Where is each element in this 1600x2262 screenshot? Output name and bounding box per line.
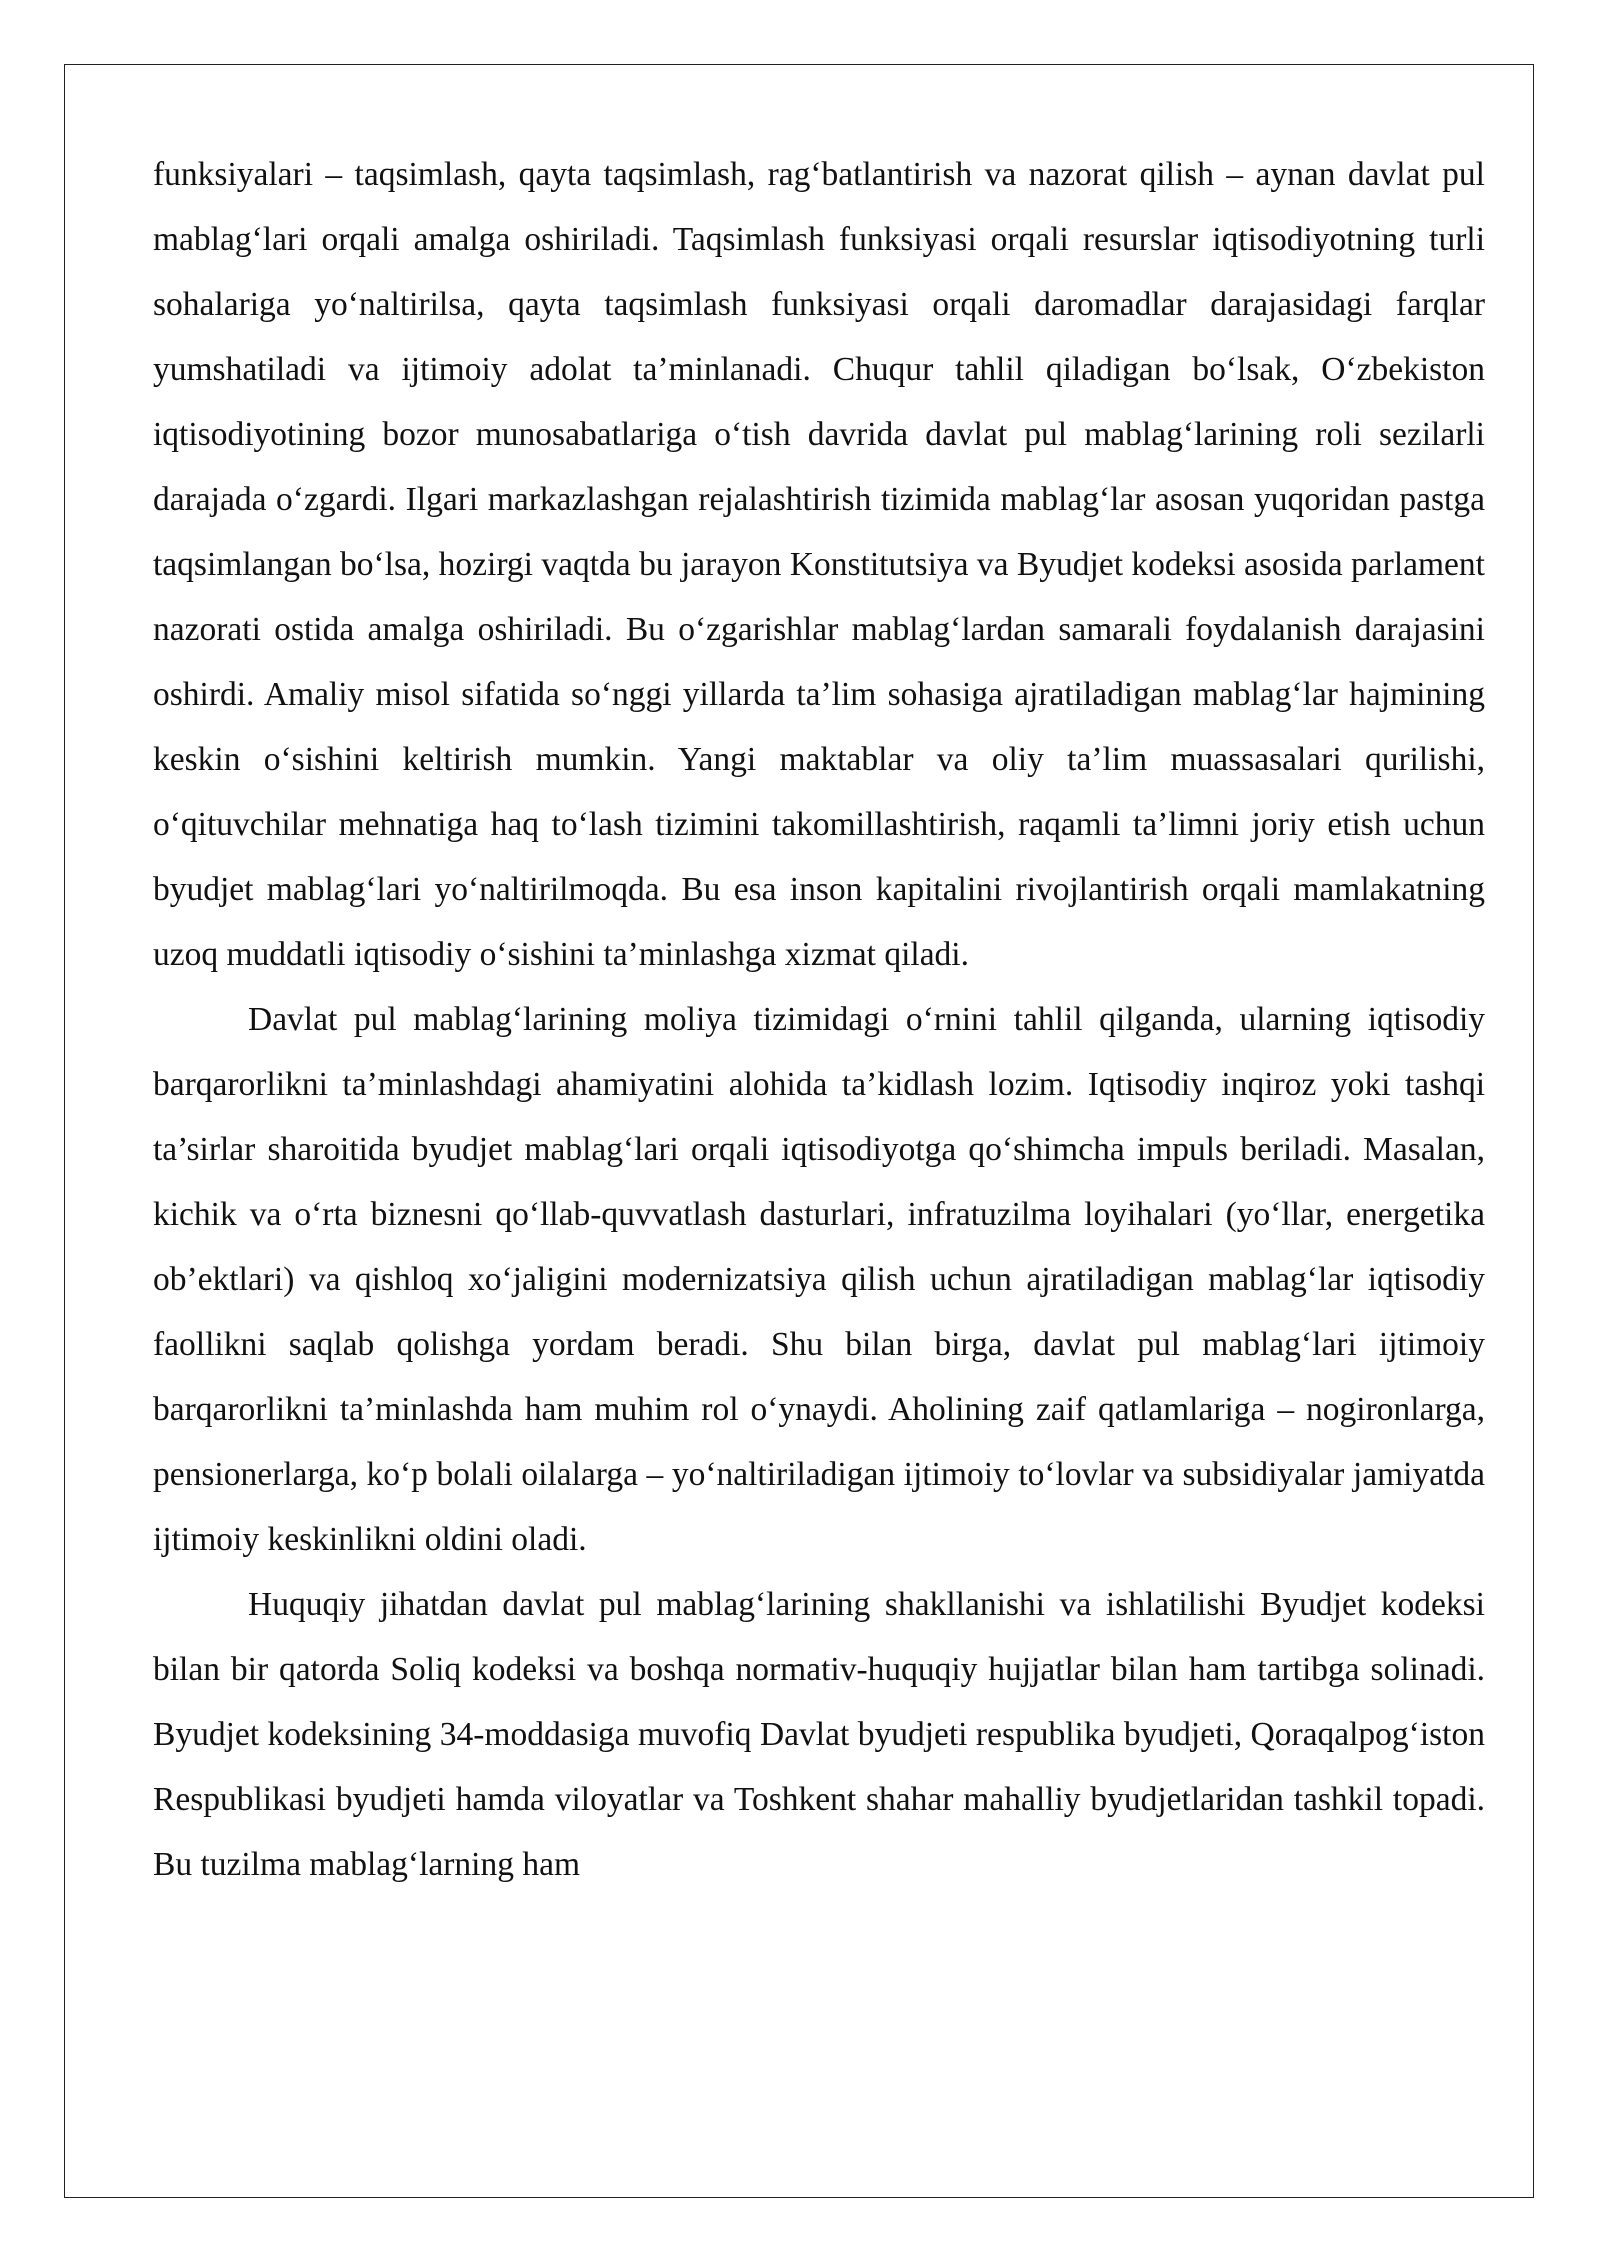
paragraph-2: Davlat pul mablag‘larining moliya tizimidagi o‘rnini tahlil qilganda, ularning iqtisodiy barqarorlikni ta’minlashdagi ahamiyatini alohida ta’kidlash lozim. Iqtisodiy inqiroz yoki tashqi ta’sirlar sharoitida byudjet mablag‘lari orqali iqtisodiyotga qo‘shimcha impuls beriladi. Masalan, kichik va o‘rta biznesni qo‘llab-quvvatlash dasturlari, infratuzilma loyihalari (yo‘llar, energetika ob’ektlari) va qishloq xo‘jaligini modernizatsiya qilish uchun ajratiladigan mablag‘lar iqtisodiy faollikni saqlab qolishga yordam beradi. Shu bilan birga, davlat pul mablag‘lari ijtimoiy barqarorlikni ta’minlashda ham muhim rol o‘ynaydi. Aholining zaif qatlamlariga – nogironlarga, pensionerlarga, ko‘p bolali oilalarga – yo‘naltiriladigan ijtimoiy to‘lovlar va subsidiyalar jamiyatda ijtimoiy keskinlikni oldini oladi.	[153, 1001, 1485, 1558]
paragraph-1: funksiyalari – taqsimlash, qayta taqsimlash, rag‘batlantirish va nazorat qilish – aynan davlat pul mablag‘lari orqali amalga oshiriladi. Taqsimlash funksiyasi orqali resurslar iqtisodiyotning turli sohalariga yo‘naltirilsa, qayta taqsimlash funksiyasi orqali daromadlar darajasidagi farqlar yumshatiladi va ijtimoiy adolat ta’minlanadi. Chuqur tahlil qiladigan bo‘lsak, O‘zbekiston iqtisodiyotining bozor munosabatlariga o‘tish davrida davlat pul mablag‘larining roli sezilarli darajada o‘zgardi. Ilgari markazlashgan rejalashtirish tizimida mablag‘lar asosan yuqoridan pastga taqsimlangan bo‘lsa, hozirgi vaqtda bu jarayon Konstitutsiya va Byudjet kodeksi asosida parlament nazorati ostida amalga oshiriladi. Bu o‘zgarishlar mablag‘lardan samarali foydalanish darajasini oshirdi. Amaliy misol sifatida so‘nggi yillarda ta’lim sohasiga ajratiladigan mablag‘lar hajmining keskin o‘sishini keltirish mumkin. Yangi maktablar va oliy ta’lim muassasalari qurilishi, o‘qituvchilar mehnatiga haq to‘lash tizimini takomillashtirish, raqamli ta’limni joriy etish uchun byudjet mablag‘lari yo‘naltirilmoqda. Bu esa inson kapitalini rivojlantirish orqali mamlakatning uzoq muddatli iqtisodiy o‘sishini ta’minlashga xizmat qiladi.	[153, 156, 1485, 973]
paragraph-3: Huquqiy jihatdan davlat pul mablag‘larining shakllanishi va ishlatilishi Byudjet kodeksi bilan bir qatorda Soliq kodeksi va boshqa normativ-huquqiy hujjatlar bilan ham tartibga solinadi. Byudjet kodeksining 34-moddasiga muvofiq Davlat byudjeti respublika byudjeti, Qoraqalpog‘iston Respublikasi byudjeti hamda viloyatlar va Toshkent shahar mahalliy byudjetlaridan tashkil topadi. Bu tuzilma mablag‘larning ham	[153, 1586, 1485, 1883]
document-body	[153, 142, 1485, 1897]
